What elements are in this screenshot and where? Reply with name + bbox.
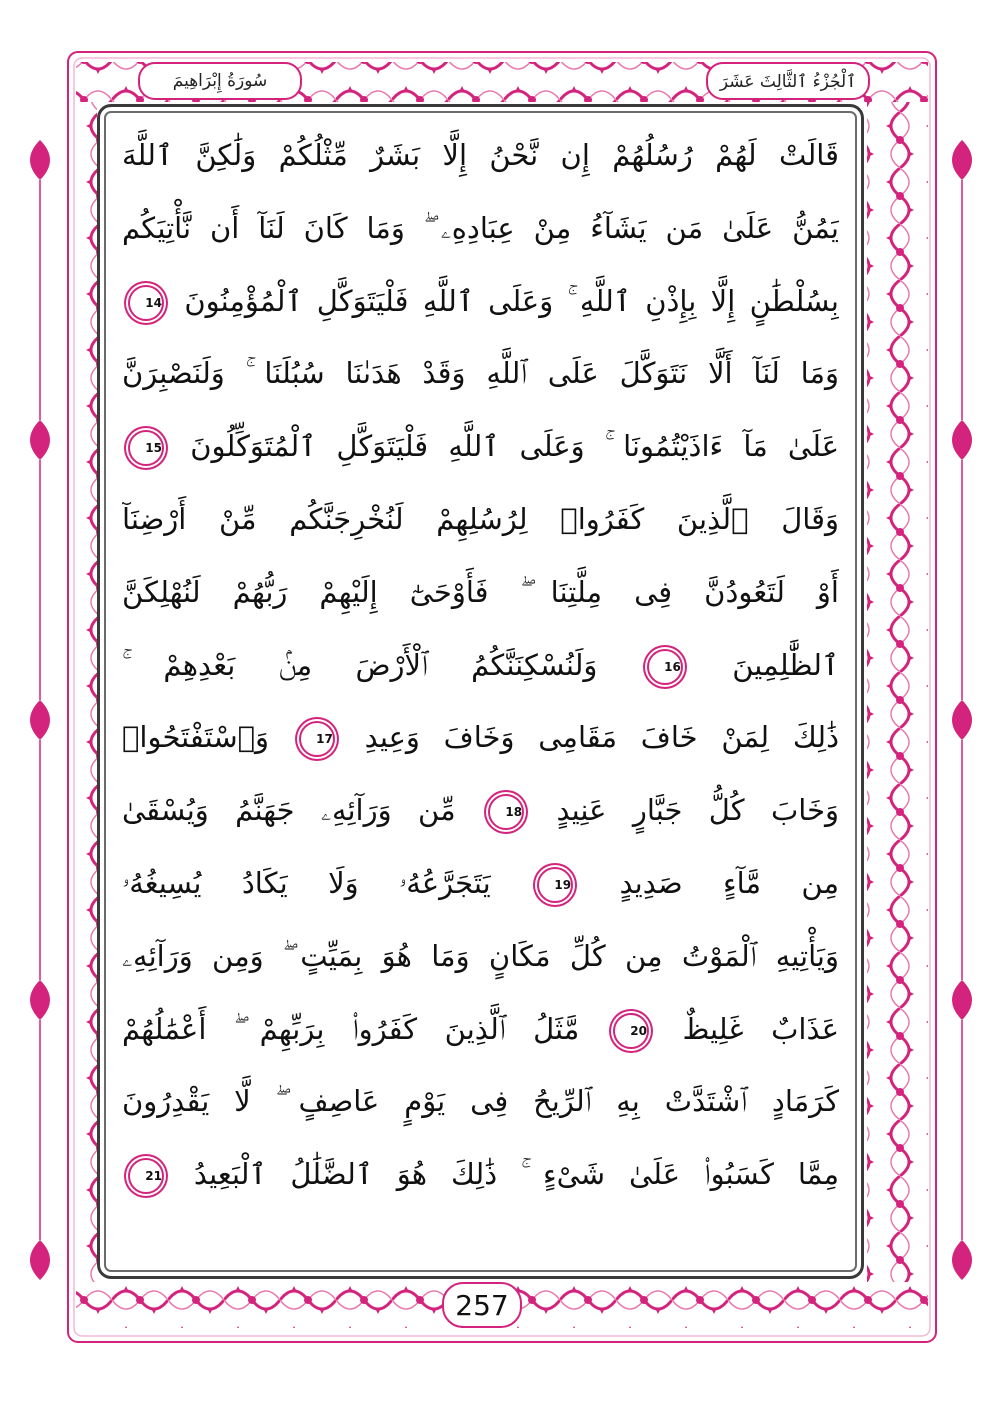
surah-label: سُورَةُ إِبْرَاهِيمَ xyxy=(138,62,302,100)
verse-line xyxy=(122,265,839,338)
verse-text: وَيَأْتِيهِ ٱلْمَوْتُ مِن كُلِّ مَكَانٍ وَمَا هُوَ بِمَيِّتٍ ۖ وَمِن وَرَآئِهِۦ xyxy=(122,938,839,973)
verse-text: يَتَجَرَّعُهُۥ وَلَا يَكَادُ يُسِيغُهُۥ xyxy=(122,865,491,900)
verse-line xyxy=(122,1138,839,1211)
verse-text: بِسُلْطَٰنٍ إِلَّا بِإِذْنِ ٱللَّهِ ۚ وَعَلَى ٱللَّهِ فَلْيَتَوَكَّلِ ٱلْمُؤْمِنُونَ xyxy=(184,283,839,318)
verse-line xyxy=(122,410,839,483)
verse-text: مِّن وَرَآئِهِۦ جَهَنَّمُ وَيُسْقَىٰ xyxy=(122,793,456,828)
verse-line xyxy=(122,774,839,847)
verse-line xyxy=(122,993,839,1066)
verse-text: كَرَمَادٍ ٱشْتَدَّتْ بِهِ ٱلرِّيحُ فِى يَوْمٍ عَاصِفٍ ۖ لَّا يَقْدِرُونَ xyxy=(122,1084,839,1119)
verse-line xyxy=(122,192,839,265)
verse-text: وَخَابَ كُلُّ جَبَّارٍ عَنِيدٍ xyxy=(556,793,839,828)
quran-text-panel xyxy=(97,104,864,1279)
verse-line xyxy=(122,701,839,774)
verse-text: مَّثَلُ ٱلَّذِينَ كَفَرُوا۟ بِرَبِّهِمْ ۖ أَعْمَٰلُهُمْ xyxy=(122,1011,580,1046)
verse-text: وَقَالَ ٱلَّذِينَ كَفَرُوا۟ لِرُسُلِهِمْ لَنُخْرِجَنَّكُم مِّنْ أَرْضِنَآ xyxy=(122,501,839,536)
verse-line xyxy=(122,920,839,993)
ayah-number-marker: 14 xyxy=(128,285,164,321)
verse-lines xyxy=(122,119,839,1211)
verse-text: مِن مَّآءٍ صَدِيدٍ xyxy=(619,865,839,900)
ayah-number-marker: 19 xyxy=(537,867,573,903)
verse-text: وَلَنُسْكِنَنَّكُمُ ٱلْأَرْضَ مِنۢ بَعْدِهِمْ ۚ xyxy=(122,647,598,682)
verse-text: عَذَابٌ غَلِيظٌ xyxy=(682,1011,839,1046)
verse-line xyxy=(122,629,839,702)
verse-text: ٱلظَّٰلِمِينَ xyxy=(732,647,839,682)
ayah-number-marker: 16 xyxy=(647,649,683,685)
verse-line xyxy=(122,1065,839,1138)
ayah-number-marker: 21 xyxy=(128,1158,164,1194)
ayah-number-marker: 18 xyxy=(488,794,524,830)
verse-text: يَمُنُّ عَلَىٰ مَن يَشَآءُ مِنْ عِبَادِهِۦ ۖ وَمَا كَانَ لَنَآ أَن نَّأْتِيَكُم xyxy=(122,210,839,245)
verse-text: عَلَىٰ مَآ ءَاذَيْتُمُونَا ۚ وَعَلَى ٱللَّهِ فَلْيَتَوَكَّلِ ٱلْمُتَوَكِّلُونَ xyxy=(190,429,839,464)
ayah-number-marker: 15 xyxy=(128,430,164,466)
verse-text: وَٱسْتَفْتَحُوا۟ xyxy=(122,720,270,755)
page-number: 257 xyxy=(442,1282,522,1328)
verse-line xyxy=(122,119,839,192)
verse-text: مِمَّا كَسَبُوا۟ عَلَىٰ شَىْءٍ ۚ ذَٰلِكَ هُوَ ٱلضَّلَٰلُ ٱلْبَعِيدُ xyxy=(193,1157,839,1192)
verse-text: قَالَتْ لَهُمْ رُسُلُهُمْ إِن نَّحْنُ إِلَّا بَشَرٌ مِّثْلُكُمْ وَلَٰكِنَّ ٱللَّهَ xyxy=(122,138,839,172)
juz-label: ٱلْجُزْءُ ٱلثَّالِثَ عَشَرَ xyxy=(706,62,870,100)
verse-line xyxy=(122,337,839,410)
verse-line xyxy=(122,847,839,920)
verse-line xyxy=(122,556,839,629)
verse-text: أَوْ لَتَعُودُنَّ فِى مِلَّتِنَا ۖ فَأَوْحَىٰٓ إِلَيْهِمْ رَبُّهُمْ لَنُهْلِكَنَّ xyxy=(122,574,839,609)
verse-text: وَمَا لَنَآ أَلَّا نَتَوَكَّلَ عَلَى ٱللَّهِ وَقَدْ هَدَىٰنَا سُبُلَنَا ۚ وَلَنَصْبِرَنَّ xyxy=(122,356,839,391)
ayah-number-marker: 20 xyxy=(613,1013,649,1049)
ayah-number-marker: 17 xyxy=(299,721,335,757)
verse-text: ذَٰلِكَ لِمَنْ خَافَ مَقَامِى وَخَافَ وَعِيدِ xyxy=(364,720,839,755)
verse-line xyxy=(122,483,839,556)
